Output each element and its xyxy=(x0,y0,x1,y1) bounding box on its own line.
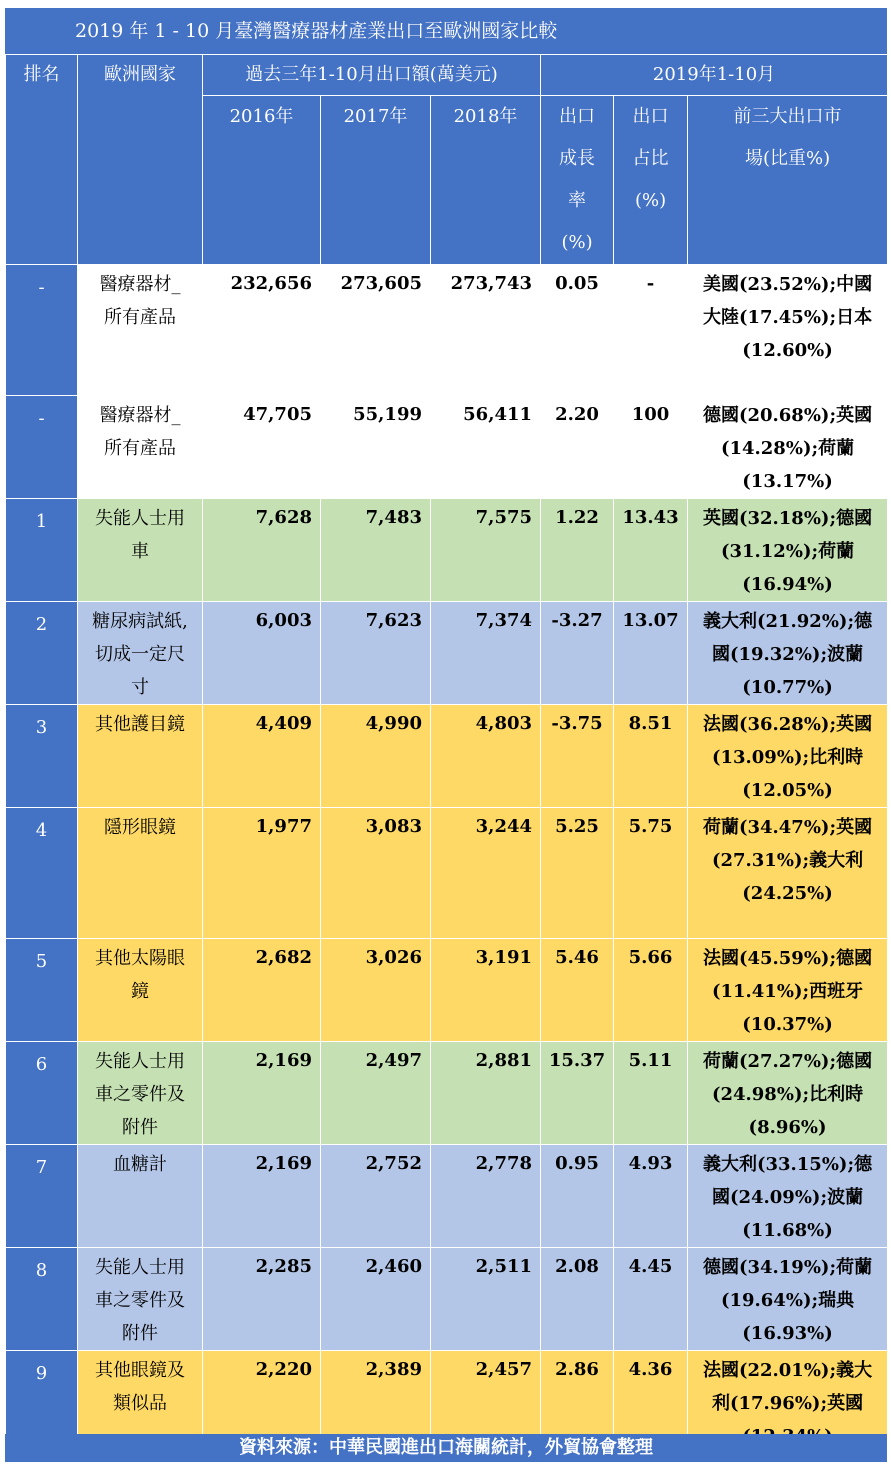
markets-cell: 義大利(21.92%);德國(19.32%);波蘭(10.77%) xyxy=(688,602,888,705)
rank-cell: 8 xyxy=(6,1248,78,1351)
name-cell: 失能人士用車 xyxy=(78,499,203,602)
name-cell: 其他太陽眼鏡 xyxy=(78,939,203,1042)
name-cell: 失能人士用車之零件及附件 xyxy=(78,1042,203,1145)
table-row xyxy=(6,396,888,499)
value-2017-cell: 55,199 xyxy=(321,396,431,499)
value-2017-cell: 2,752 xyxy=(321,1145,431,1248)
growth-cell: 0.05 xyxy=(541,265,614,396)
growth-cell: -3.75 xyxy=(541,705,614,808)
growth-cell: 2.20 xyxy=(541,396,614,499)
share-cell: 4.93 xyxy=(614,1145,688,1248)
value-2017-cell: 3,026 xyxy=(321,939,431,1042)
table-row xyxy=(6,602,888,705)
name-cell: 血糖計 xyxy=(78,1145,203,1248)
table-row xyxy=(6,939,888,1042)
growth-cell: 5.46 xyxy=(541,939,614,1042)
value-2016-cell: 7,628 xyxy=(203,499,321,602)
value-2018-cell: 273,743 xyxy=(431,265,541,396)
markets-cell: 荷蘭(27.27%);德國(24.98%);比利時(8.96%) xyxy=(688,1042,888,1145)
rank-cell: 2 xyxy=(6,602,78,705)
table-row xyxy=(6,1248,888,1351)
table-row xyxy=(6,1145,888,1248)
header-country: 歐洲國家 xyxy=(78,55,203,265)
rank-cell: - xyxy=(6,265,78,396)
markets-cell: 荷蘭(34.47%);英國(27.31%);義大利(24.25%) xyxy=(688,808,888,939)
table-title: 2019 年 1 - 10 月臺灣醫療器材產業出口至歐洲國家比較 xyxy=(5,8,887,54)
name-cell: 醫療器材_所有產品 xyxy=(78,396,203,499)
markets-cell: 美國(23.52%);中國大陸(17.45%);日本(12.60%) xyxy=(688,265,888,396)
share-cell: 4.36 xyxy=(614,1351,688,1454)
markets-cell: 法國(45.59%);德國(11.41%);西班牙(10.37%) xyxy=(688,939,888,1042)
header-past-group: 過去三年1-10月出口額(萬美元) xyxy=(203,55,541,96)
value-2017-cell: 273,605 xyxy=(321,265,431,396)
value-2016-cell: 47,705 xyxy=(203,396,321,499)
markets-cell: 法國(36.28%);英國(13.09%);比利時(12.05%) xyxy=(688,705,888,808)
growth-cell: 15.37 xyxy=(541,1042,614,1145)
value-2017-cell: 7,623 xyxy=(321,602,431,705)
value-2016-cell: 232,656 xyxy=(203,265,321,396)
source-footer: 資料來源：中華民國進出口海關統計，外貿協會整理 xyxy=(5,1434,887,1462)
table-row xyxy=(6,1042,888,1145)
rank-cell: 6 xyxy=(6,1042,78,1145)
growth-cell: 2.86 xyxy=(541,1351,614,1454)
name-cell: 其他護目鏡 xyxy=(78,705,203,808)
value-2017-cell: 2,389 xyxy=(321,1351,431,1454)
header-rank: 排名 xyxy=(6,55,78,265)
value-2016-cell: 1,977 xyxy=(203,808,321,939)
share-cell: 4.45 xyxy=(614,1248,688,1351)
value-2018-cell: 2,511 xyxy=(431,1248,541,1351)
value-2016-cell: 2,220 xyxy=(203,1351,321,1454)
rank-cell: 4 xyxy=(6,808,78,939)
header-top3: 前三大出口市場(比重%) xyxy=(688,96,888,265)
share-cell: 5.75 xyxy=(614,808,688,939)
growth-cell: 5.25 xyxy=(541,808,614,939)
rank-cell: 7 xyxy=(6,1145,78,1248)
table-row xyxy=(6,499,888,602)
value-2017-cell: 2,460 xyxy=(321,1248,431,1351)
rank-cell: 5 xyxy=(6,939,78,1042)
value-2016-cell: 2,682 xyxy=(203,939,321,1042)
name-cell: 其他眼鏡及類似品 xyxy=(78,1351,203,1454)
value-2018-cell: 3,191 xyxy=(431,939,541,1042)
value-2018-cell: 7,374 xyxy=(431,602,541,705)
name-cell: 隱形眼鏡 xyxy=(78,808,203,939)
share-cell: 13.07 xyxy=(614,602,688,705)
header-current-group: 2019年1-10月 xyxy=(541,55,888,96)
export-table xyxy=(5,54,888,1454)
value-2016-cell: 2,169 xyxy=(203,1145,321,1248)
growth-cell: -3.27 xyxy=(541,602,614,705)
value-2018-cell: 7,575 xyxy=(431,499,541,602)
table-row xyxy=(6,265,888,396)
share-cell: - xyxy=(614,265,688,396)
value-2016-cell: 2,169 xyxy=(203,1042,321,1145)
name-cell: 失能人士用車之零件及附件 xyxy=(78,1248,203,1351)
growth-cell: 1.22 xyxy=(541,499,614,602)
markets-cell: 德國(20.68%);英國(14.28%);荷蘭(13.17%) xyxy=(688,396,888,499)
value-2018-cell: 3,244 xyxy=(431,808,541,939)
table-body xyxy=(6,265,888,1454)
growth-cell: 2.08 xyxy=(541,1248,614,1351)
growth-cell: 0.95 xyxy=(541,1145,614,1248)
header-2017: 2017年 xyxy=(321,96,431,265)
value-2016-cell: 4,409 xyxy=(203,705,321,808)
value-2018-cell: 4,803 xyxy=(431,705,541,808)
markets-cell: 英國(32.18%);德國(31.12%);荷蘭(16.94%) xyxy=(688,499,888,602)
share-cell: 100 xyxy=(614,396,688,499)
value-2017-cell: 2,497 xyxy=(321,1042,431,1145)
value-2017-cell: 4,990 xyxy=(321,705,431,808)
rank-cell: 9 xyxy=(6,1351,78,1454)
value-2018-cell: 2,457 xyxy=(431,1351,541,1454)
share-cell: 13.43 xyxy=(614,499,688,602)
value-2018-cell: 2,778 xyxy=(431,1145,541,1248)
share-cell: 8.51 xyxy=(614,705,688,808)
markets-cell: 德國(34.19%);荷蘭(19.64%);瑞典(16.93%) xyxy=(688,1248,888,1351)
value-2017-cell: 3,083 xyxy=(321,808,431,939)
table-row xyxy=(6,705,888,808)
share-cell: 5.66 xyxy=(614,939,688,1042)
value-2016-cell: 2,285 xyxy=(203,1248,321,1351)
share-cell: 5.11 xyxy=(614,1042,688,1145)
rank-cell: 3 xyxy=(6,705,78,808)
header-2018: 2018年 xyxy=(431,96,541,265)
rank-cell: 1 xyxy=(6,499,78,602)
header-share: 出口占比(%) xyxy=(614,96,688,265)
value-2017-cell: 7,483 xyxy=(321,499,431,602)
value-2018-cell: 56,411 xyxy=(431,396,541,499)
markets-cell: 法國(22.01%);義大利(17.96%);英國 xyxy=(688,1351,888,1454)
value-2018-cell: 2,881 xyxy=(431,1042,541,1145)
name-cell: 糖尿病試紙,切成一定尺寸 xyxy=(78,602,203,705)
rank-cell: - xyxy=(6,396,78,499)
value-2016-cell: 6,003 xyxy=(203,602,321,705)
name-cell: 醫療器材_所有產品 xyxy=(78,265,203,396)
header-growth: 出口成長率(%) xyxy=(541,96,614,265)
header-2016: 2016年 xyxy=(203,96,321,265)
markets-cell: 義大利(33.15%);德國(24.09%);波蘭(11.68%) xyxy=(688,1145,888,1248)
table-row xyxy=(6,808,888,939)
